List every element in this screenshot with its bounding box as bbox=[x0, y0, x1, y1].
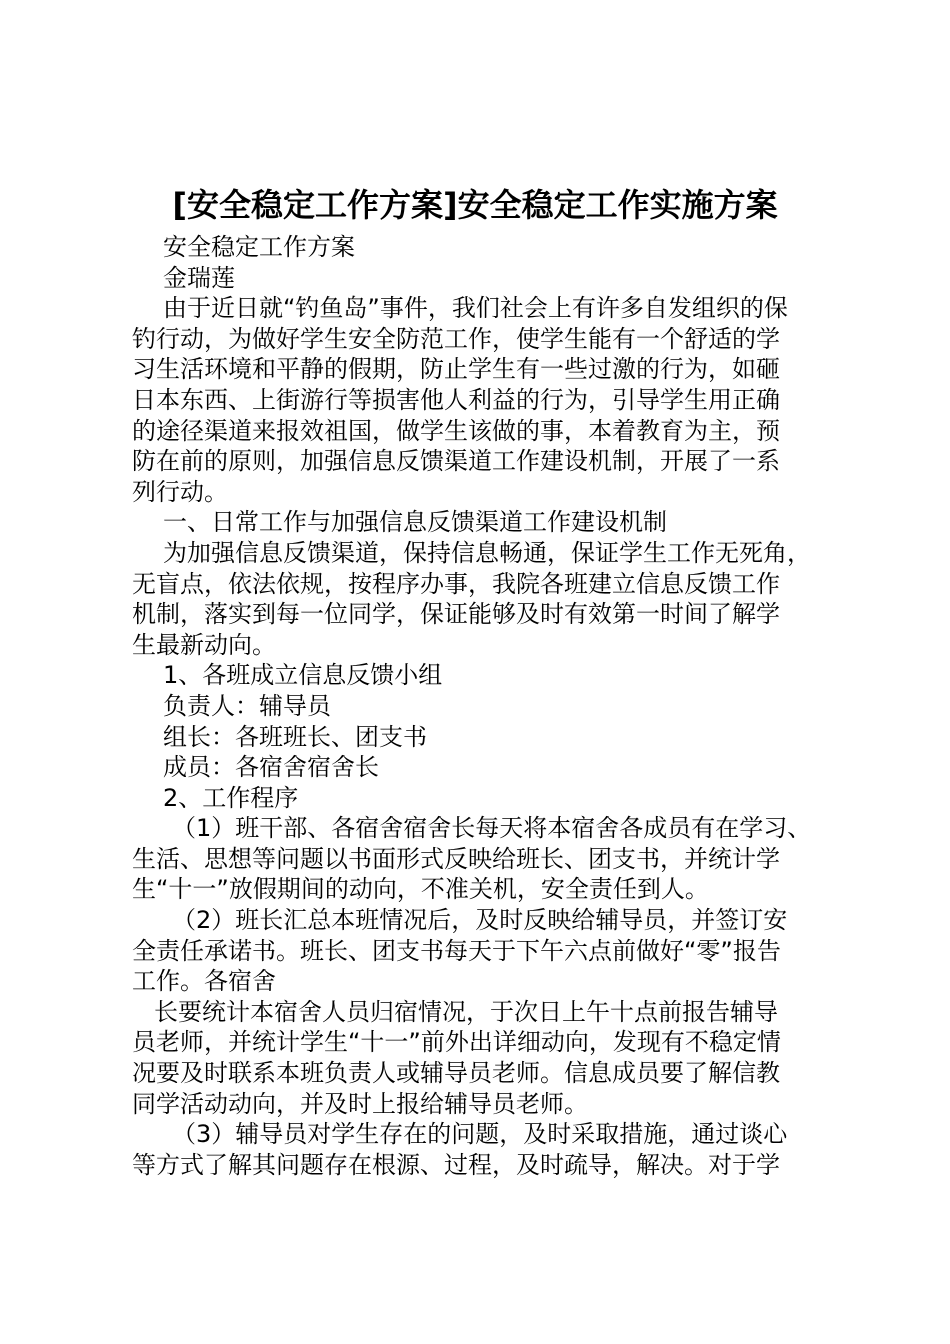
text-line: 金瑞莲 bbox=[163, 263, 235, 292]
text-line: （1）班干部、各宿舍宿舍长每天将本宿舍各成员有在学习、 bbox=[172, 814, 812, 843]
text-line: 一、日常工作与加强信息反馈渠道工作建设机制 bbox=[163, 508, 667, 537]
text-line: 日本东西、上街游行等损害他人利益的行为，引导学生用正确 bbox=[132, 385, 780, 414]
text-line: 等方式了解其问题存在根源、过程，及时疏导，解决。对于学 bbox=[132, 1150, 780, 1179]
text-line: 1、各班成立信息反馈小组 bbox=[163, 661, 443, 690]
text-line: 组长：各班班长、团支书 bbox=[163, 722, 427, 751]
text-line: 负责人：辅导员 bbox=[163, 691, 331, 720]
text-line: 生活、思想等问题以书面形式反映给班长、团支书，并统计学 bbox=[132, 844, 780, 873]
text-line: 无盲点，依法依规，按程序办事，我院各班建立信息反馈工作 bbox=[132, 569, 780, 598]
document-title: [安全稳定工作方案]安全稳定工作实施方案 bbox=[172, 186, 778, 224]
text-line: 生最新动向。 bbox=[132, 630, 276, 659]
text-line: 生“十一”放假期间的动向，不准关机，安全责任到人。 bbox=[132, 875, 709, 904]
text-line: 2、工作程序 bbox=[163, 783, 299, 812]
text-line: 由于近日就“钓鱼岛”事件，我们社会上有许多自发组织的保 bbox=[163, 294, 788, 323]
text-line: （2）班长汇总本班情况后，及时反映给辅导员，并签订安 bbox=[172, 906, 788, 935]
text-line: （3）辅导员对学生存在的问题，及时采取措施，通过谈心 bbox=[172, 1120, 788, 1149]
text-line: 员老师，并统计学生“十一”前外出详细动向，发现有不稳定情 bbox=[132, 1028, 781, 1057]
text-line: 列行动。 bbox=[132, 477, 228, 506]
text-line: 同学活动动向，并及时上报给辅导员老师。 bbox=[132, 1089, 588, 1118]
text-line: 全责任承诺书。班长、团支书每天于下午六点前做好“零”报告 bbox=[132, 936, 781, 965]
text-line: 为加强信息反馈渠道，保持信息畅通，保证学生工作无死角， bbox=[163, 538, 811, 567]
text-line: 机制，落实到每一位同学，保证能够及时有效第一时间了解学 bbox=[132, 600, 780, 629]
text-line: 钓行动，为做好学生安全防范工作，使学生能有一个舒适的学 bbox=[132, 324, 780, 353]
text-line: 况要及时联系本班负责人或辅导员老师。信息成员要了解信教 bbox=[132, 1059, 780, 1088]
text-line: 防在前的原则，加强信息反馈渠道工作建设机制，开展了一系 bbox=[132, 447, 780, 476]
text-line: 成员：各宿舍宿舍长 bbox=[163, 753, 379, 782]
text-line: 习生活环境和平静的假期，防止学生有一些过激的行为，如砸 bbox=[132, 355, 780, 384]
text-line: 安全稳定工作方案 bbox=[163, 233, 355, 261]
text-line: 工作。各宿舍 bbox=[132, 967, 276, 996]
text-line: 的途径渠道来报效祖国，做学生该做的事，本着教育为主，预 bbox=[132, 416, 780, 445]
text-line: 长要统计本宿舍人员归宿情况，于次日上午十点前报告辅导 bbox=[154, 997, 778, 1026]
document-body bbox=[132, 232, 852, 1180]
